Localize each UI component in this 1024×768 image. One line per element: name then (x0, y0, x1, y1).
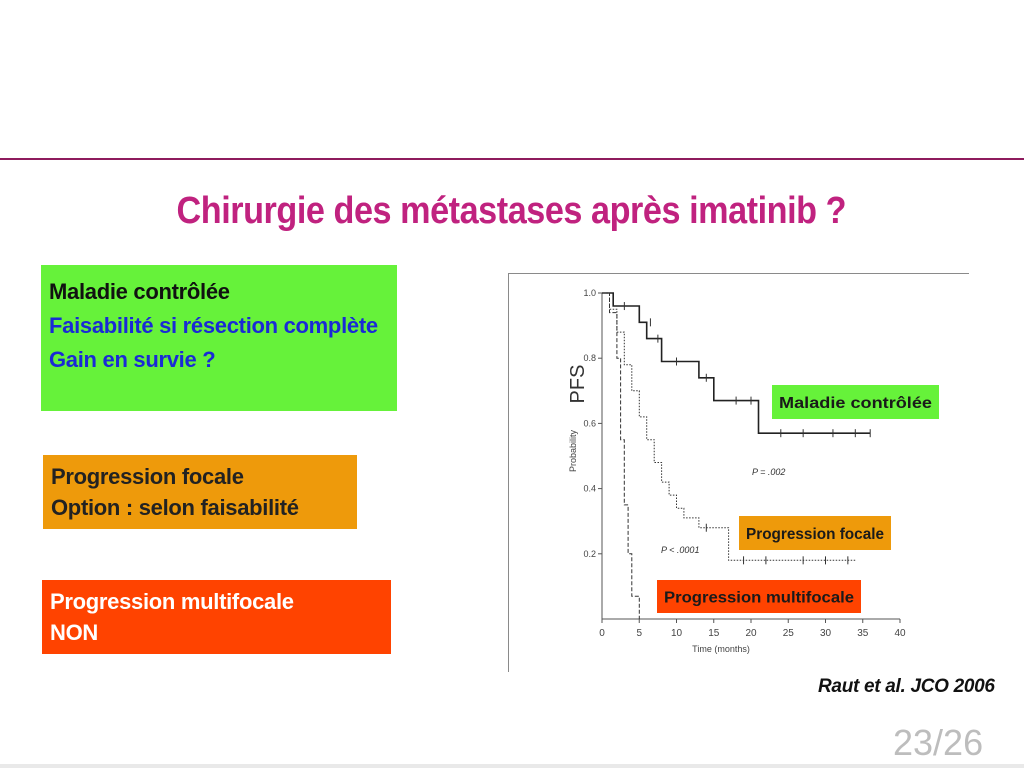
y-axis-label: Probability (568, 429, 578, 473)
box-line: Gain en survie ? (49, 347, 216, 372)
pfs-label: PFS (567, 364, 589, 404)
survival-curve (602, 293, 639, 619)
y-tick-label: 0.8 (583, 353, 596, 364)
box-line: Progression multifocale (50, 589, 294, 614)
box-line: Faisabilité si résection complète (49, 313, 378, 338)
box-line: Progression focale (51, 464, 244, 489)
x-tick-label: 0 (599, 628, 605, 639)
y-tick-label: 0.4 (583, 483, 596, 494)
curve-label: Maladie contrôlée (779, 395, 933, 412)
page-number: 23/26 (893, 722, 984, 763)
x-tick-label: 15 (708, 628, 720, 639)
focal-progression-box (43, 455, 357, 529)
y-tick-label: 1.0 (583, 288, 596, 298)
x-tick-label: 35 (857, 628, 869, 639)
box-line: NON (50, 620, 98, 645)
y-tick-label: 0.6 (583, 418, 596, 429)
curve-label: Progression multifocale (664, 589, 855, 607)
x-tick-label: 40 (894, 628, 906, 639)
citation: Raut et al. JCO 2006 (818, 676, 995, 697)
footer-rule (0, 764, 1024, 768)
x-tick-label: 20 (745, 628, 757, 639)
x-tick-label: 10 (670, 628, 683, 639)
controlled-disease-box (41, 265, 397, 411)
x-axis-label: Time (months) (692, 644, 750, 654)
x-tick-label: 25 (782, 628, 794, 639)
x-tick-label: 30 (819, 628, 832, 639)
box-line: Option : selon faisabilité (51, 495, 299, 520)
header-rule (0, 158, 1024, 160)
box-line: Maladie contrôlée (49, 279, 230, 304)
slide-title: Chirurgie des métastases après imatinib ? (176, 190, 847, 232)
p-value-annotation: P < .0001 (661, 545, 700, 555)
multifocal-progression-box (42, 580, 391, 654)
p-value-annotation: P = .002 (752, 467, 786, 477)
y-tick-label: 0.2 (583, 548, 596, 559)
x-tick-label: 5 (636, 628, 643, 639)
curve-label: Progression focale (746, 526, 885, 543)
km-chart (509, 274, 967, 670)
